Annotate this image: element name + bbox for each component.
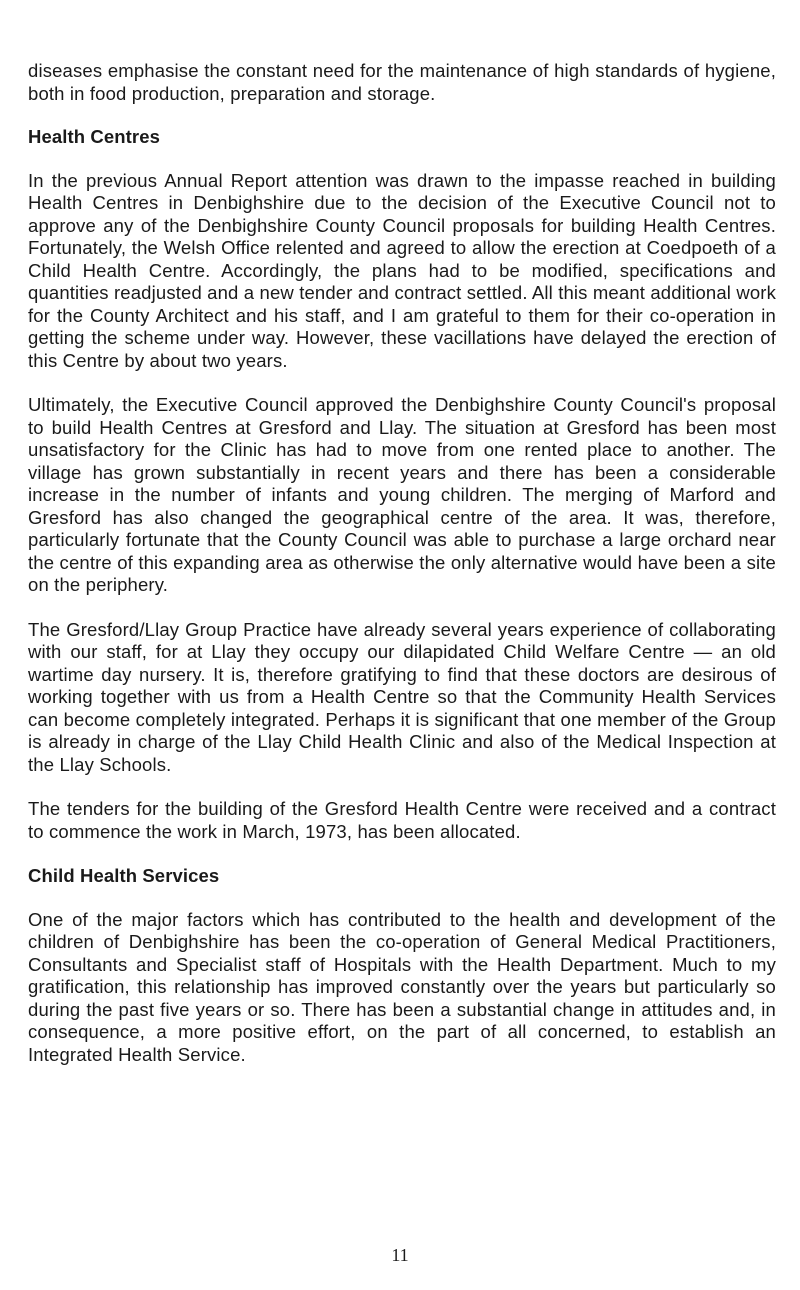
document-page	[28, 60, 776, 1066]
page-number: 11	[391, 1245, 409, 1265]
heading-health-centres: Health Centres	[28, 126, 160, 147]
paragraph-hygiene: diseases emphasise the constant need for the maintenance of high standards of hygiene, both in food production, preparation and storage.	[28, 60, 776, 104]
paragraph-coedpoeth: In the previous Annual Report attention was drawn to the impasse reached in building Health Centres in Denbighshire due to the decision of the Executive Council not to approve any of the Denbighshire County Council proposals for building Health Centres. Fortunately, the Welsh Office relented and agreed to allow the erection at Coedpoeth of a Child Health Centre. Accordingly, the plans had to be modified, specifications and quantities readjusted and a new tender and contract settled. All this meant additional work for the County Architect and his staff, and I am grateful to them for their co-operation in getting the scheme under way. However, these vacillations have delayed the erection of this Centre by about two years.	[28, 169, 776, 371]
paragraph-child-health: One of the major factors which has contributed to the health and development of the children of Denbighshire has been the co-operation of General Medical Practitioners, Consultants and Specialist staff of Hospitals with the Health Department. Much to my gratification, this relationship has improved constantly over the years but particularly so during the past five years or so. There has been a substantial change in attitudes and, in consequence, a more positive effort, on the part of all concerned, to establish an Integrated Health Service.	[28, 908, 776, 1065]
heading-child-health-services: Child Health Services	[28, 865, 220, 886]
paragraph-tenders: The tenders for the building of the Gresford Health Centre were received and a contract to commence the work in March, 1973, has been allocated.	[28, 798, 776, 842]
paragraph-gresford-llay: Ultimately, the Executive Council approved the Denbighshire County Council's proposal to build Health Centres at Gresford and Llay. The situation at Gresford has been most unsatisfactory for the Clinic has had to move from one rented place to another. The village has grown substantially in recent years and there has been a considerable increase in the number of infants and young children. The merging of Marford and Gresford has also changed the geographical centre of the area. It was, therefore, particularly fortunate that the County Council was able to purchase a large orchard near the centre of this expanding area as otherwise the only alternative would have been a site on the periphery.	[28, 394, 776, 595]
paragraph-group-practice: The Gresford/Llay Group Practice have already several years experience of collaborating with our staff, for at Llay they occupy our dilapidated Child Welfare Centre — an old wartime day nursery. It is, therefore gratifying to find that these doctors are desirous of working together with us from a Health Centre so that the Community Health Services can become completely integrated. Perhaps it is significant that one member of the Group is already in charge of the Llay Child Health Clinic and also of the Medical Inspection at the Llay Schools.	[28, 618, 776, 775]
